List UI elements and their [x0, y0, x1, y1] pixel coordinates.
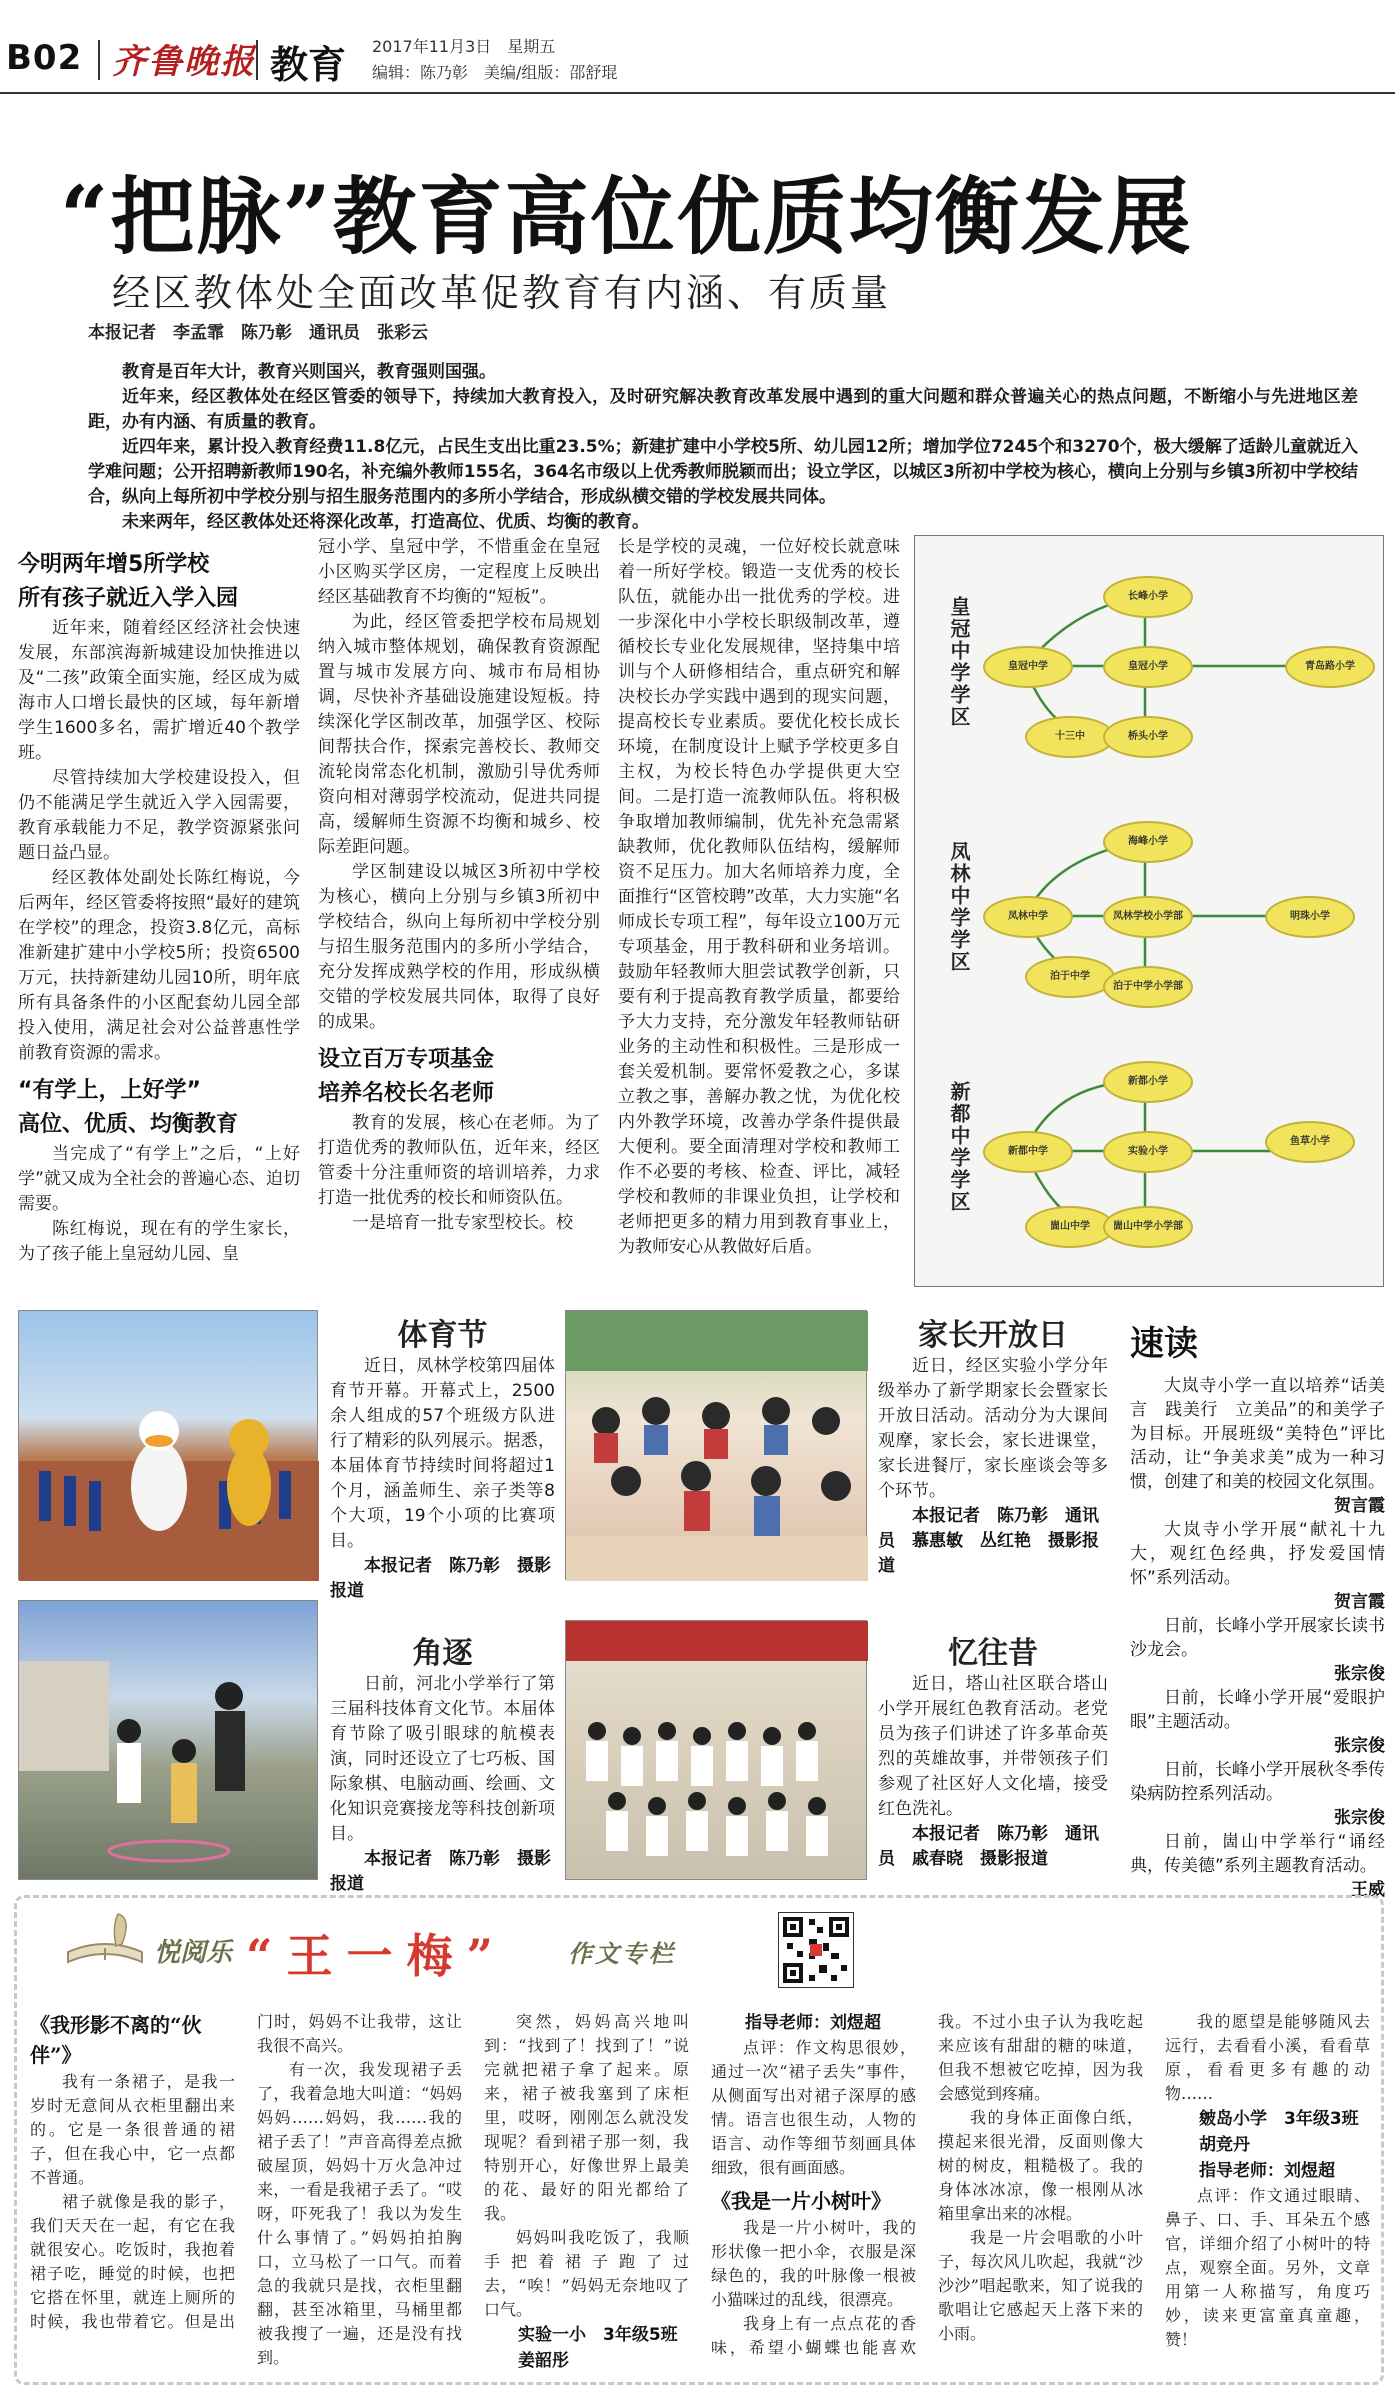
body-paragraph: 当完成了“有学上”之后，“上好学”就又成为全社会的普遍心态、迫切需要。 — [18, 1144, 300, 1214]
lead-paragraph: 近年来，经区教体处在经区管委的领导下，持续加大教育投入，及时研究解决教育改革发展中遇到的重大问题和群众普遍关心的热点问题，不断缩小与先进地区差距，办有内涵、有质量的教育。 — [88, 387, 1358, 432]
news-title: 角逐 — [412, 1636, 473, 1671]
column-tail: 作文专栏 — [568, 1939, 676, 1968]
news-sports-festival — [330, 1310, 555, 1601]
book-quill-icon — [60, 1908, 150, 1978]
brief-item: 日前，长峰小学开展家长读书沙龙会。 — [1130, 1616, 1385, 1660]
section-heading: 今明两年增5所学校 — [18, 552, 210, 577]
school-node: 桥头小学 — [1103, 716, 1193, 758]
school-node: 泊于中学小学部 — [1103, 966, 1193, 1008]
essay-teacher: 指导老师：刘煜超 — [745, 2013, 881, 2033]
brief-item: 日前，崮山中学举行“诵经典，传美德”系列主题教育活动。 — [1130, 1832, 1385, 1876]
news-author: 本报记者 陈乃彰 摄影报道 — [330, 1556, 551, 1601]
news-body: 近日，经区实验小学分年级举办了新学期家长会暨家长开放日活动。活动分为大课间观摩，家长会，家长进课堂，家长进餐厅，家长座谈会等多个环节。 — [878, 1356, 1108, 1501]
photo-figures — [19, 1601, 319, 1881]
subheadline: 经区教体处全面改革促教育有内涵、有质量 — [112, 271, 892, 315]
column-lead: 悦阅乐 — [154, 1938, 233, 1968]
section-title: 教育 — [270, 43, 347, 87]
lead-paragraph: 未来两年，经区教体处还将深化改革，打造高位、优质、均衡的教育。 — [122, 512, 649, 532]
school-node: 鱼草小学 — [1265, 1121, 1355, 1163]
section-heading: 高位、优质、均衡教育 — [18, 1112, 239, 1137]
essay-paragraph: 突然，妈妈高兴地叫到：“找到了！找到了！”说完就把裙子拿了起来。原来，裙子被我塞到了床柜里，哎呀，刚刚怎么就没发现呢？看到裙子那一刻，我特别开心，好像世界上最美的花、最好的阳光都给了我。 — [484, 2012, 689, 2223]
school-node: 青岛路小学 — [1285, 646, 1375, 688]
school-node: 海峰小学 — [1103, 821, 1193, 863]
essay-paragraph: 有一次，我发现裙子丢了，我着急地大叫道：“妈妈妈妈……妈妈，我……我的裙子丢了！”声音高得差点掀破屋顶，妈妈十万火急冲过来，一看是我裙子丢了。“哎呀，吓死我了！我以为发生什么事情了。”妈妈拍拍胸口，立马松了一口气。而着急的我就只是找，衣柜里翻翻，甚至冰箱里，马桶里都被我搜了一遍，还是没有找到。 — [257, 2060, 462, 2367]
school-district-diagrams — [914, 535, 1384, 1287]
body-paragraph: 陈红梅说，现在有的学生家长，为了孩子能上皇冠幼儿园、皇 — [18, 1219, 300, 1264]
essay-title: 《我形影不离的“伙伴”》 — [30, 2013, 202, 2067]
essay-columns — [30, 2010, 1376, 2380]
news-body: 近日，塔山社区联合塔山小学开展红色教育活动。老党员为孩子们讲述了许多革命英烈的英雄故事，并带领孩子们参观了社区好人文化墙，接受红色洗礼。 — [878, 1674, 1108, 1819]
district-label: 凤林中学学区 — [947, 841, 971, 973]
essay-teacher: 指导老师：刘煜超 — [1199, 2161, 1335, 2181]
district-label: 新都中学学区 — [947, 1081, 971, 1213]
body-paragraph: 一是培育一批专家型校长。校 — [352, 1213, 573, 1233]
column-name: “王一梅” — [246, 1929, 507, 1983]
body-paragraph: 尽管持续加大学校建设投入，但仍不能满足学生就近入学入园需要，教育承载能力不足，教学资源紧张问题日益凸显。 — [18, 768, 300, 863]
article-column-2 — [318, 535, 600, 1287]
news-red-education — [878, 1628, 1108, 1888]
school-node: 崮山中学小学部 — [1103, 1206, 1193, 1248]
school-node: 皇冠小学 — [1103, 646, 1193, 688]
body-paragraph: 学区制建设以城区3所初中学校为核心，横向上分别与乡镇3所初中学校结合，纵向上每所初中学校分别与招生服务范围内的多所小学结合，充分发挥成熟学校的作用，形成纵横交错的学校发展共同体，取得了良好的成果。 — [318, 862, 600, 1032]
news-body: 近日，凤林学校第四届体育节开幕。开幕式上，2500余人组成的57个班级方队进行了精彩的队列展示。据悉，本届体育节持续时间将超过1个月，涵盖师生、亲子类等8个大项，19个小项的比赛项目。 — [330, 1356, 555, 1551]
masthead-divider — [256, 40, 258, 80]
school-node: 凤林学校小学部 — [1103, 896, 1193, 938]
brief-author: 张宗俊 — [1334, 1664, 1385, 1684]
news-tech-festival — [330, 1628, 555, 1898]
essay-paragraph: 我的身体正面像白纸，摸起来很光滑，反面则像大树的树皮，粗糙极了。我的身体冰冰凉，像一根刚从冰箱里拿出来的冰棍。 — [938, 2108, 1143, 2223]
essay-paragraph: 我是一片会唱歌的小叶子，每次风儿吹起，我就“沙沙沙”唱起歌来，知了说我的歌唱让它感起天上落下来的小雨。 — [938, 2228, 1143, 2343]
lead-paragraph: 近四年来，累计投入教育经费11.8亿元，占民生支出比重23.5%；新建扩建中小学校5所、幼儿园12所；增加学位7245个和3270个，极大缓解了适龄儿童就近入学难问题；公开招聘新教师190名，补充编外教师155名，364名市级以上优秀教师脱颖而出；设立学区，以城区3所初中学校为核心，横向上分别与乡镇3所初中学校结合，纵向上每所初中学校分别与招生服务范围内的多所小学结合，形成纵横交错的学校发展共同体。 — [88, 437, 1358, 507]
body-paragraph: 近年来，随着经区经济社会快速发展，东部滨海新城建设加快推进以及“二孩”政策全面实施，经区成为威海市人口增长最快的区域，每年新增学生1600多名，需扩增近40个教学班。 — [18, 618, 300, 763]
lead-paragraph: 教育是百年大计，教育兴则国兴，教育强则国强。 — [122, 362, 496, 382]
news-author: 本报记者 陈乃彰 通讯员 戚春晓 摄影报道 — [878, 1824, 1099, 1869]
quick-read-section — [1130, 1320, 1385, 1900]
news-body: 日前，河北小学举行了第三届科技体育文化节。本届体育节除了吸引眼球的航模表演，同时还设立了七巧板、国际象棋、电脑动画、绘画、文化知识竞赛接龙等科技创新项目。 — [330, 1674, 555, 1844]
byline: 本报记者 李孟霏 陈乃彰 通讯员 张彩云 — [88, 323, 428, 343]
brief-author: 王威 — [1351, 1880, 1385, 1900]
body-paragraph: 经区教体处副处长陈红梅说，今后两年，经区管委将按照“最好的建筑在学校”的理念，投资3.8亿元，高标准新建扩建中小学校5所；投资6500万元，扶持新建幼儿园10所，明年底所有具备条件的小区配套幼儿园全部投入使用，满足社会对公益普惠性学前教育资源的需求。 — [18, 868, 300, 1063]
news-parents-day — [878, 1310, 1108, 1580]
body-paragraph: 冠小学、皇冠中学，不惜重金在皇冠小区购买学区房，一定程度上反映出经区基础教育不均衡的“短板”。 — [318, 537, 600, 607]
photo-tech-festival — [18, 1600, 318, 1880]
masthead-divider — [98, 40, 100, 80]
body-paragraph: 教育的发展，核心在老师。为了打造优秀的教师队伍，近年来，经区管委十分注重师资的培训培养，力求打造一批优秀的校长和师资队伍。 — [318, 1113, 600, 1208]
school-node: 凤林中学 — [983, 896, 1073, 938]
school-node: 十三中 — [1025, 716, 1115, 758]
essay-paragraph: 我身上有一点点花的香味，希望小蝴蝶也能喜欢我。不过小虫子认为我吃起来应该有甜甜的糖的味道，但我不想被它吃掉，因为我会感觉到疼痛。 — [711, 2012, 1143, 2357]
issue-date: 2017年11月3日 星期五 — [372, 37, 556, 56]
school-node: 新都中学 — [983, 1131, 1073, 1173]
school-node: 崮山中学 — [1025, 1206, 1115, 1248]
article-column-1 — [18, 548, 300, 1288]
editor-credit: 编辑：陈乃彰 美编/组版：邵舒琨 — [372, 63, 618, 82]
news-title: 忆往昔 — [948, 1636, 1038, 1671]
district-label: 皇冠中学学区 — [947, 596, 971, 728]
school-node: 皇冠中学 — [983, 646, 1073, 688]
school-node: 实验小学 — [1103, 1131, 1193, 1173]
section-heading: 所有孩子就近入学入园 — [18, 586, 239, 611]
newspaper-logo: 齐鲁晚报 — [112, 42, 256, 82]
headline: “把脉”教育高位优质均衡发展 — [60, 167, 1193, 266]
brief-item: 日前，长峰小学开展秋冬季传染病防控系列活动。 — [1130, 1760, 1385, 1804]
news-title: 家长开放日 — [918, 1318, 1068, 1353]
essay-comment: 点评：作文通过眼睛、鼻子、口、手、耳朵五个感官，详细介绍了小树叶的特点，观察全面。另外，文章用第一人称描写，角度巧妙，读来更富童真童趣，赞！ — [1165, 2186, 1370, 2349]
school-node: 泊于中学 — [1025, 956, 1115, 998]
news-author: 本报记者 陈乃彰 通讯员 慕惠敏 丛红艳 摄影报道 — [878, 1506, 1099, 1576]
lead-section — [88, 360, 1358, 530]
masthead-rule — [0, 92, 1395, 94]
brief-item: 大岚寺小学一直以培养“话美言 践美行 立美品”的和美学子为目标。开展班级“美特色”评比活动，让“争美求美”成为一种习惯，创建了和美的校园文化氛围。 — [1130, 1376, 1385, 1492]
brief-author: 贺言霞 — [1334, 1496, 1385, 1516]
essay-title: 《我是一片小树叶》 — [711, 2189, 891, 2213]
body-paragraph: 为此，经区管委把学校布局规划纳入城市整体规划，确保教育资源配置与城市发展方向、城市布局相协调，尽快补齐基础设施建设短板。持续深化学区制改革，加强学区、校际间帮扶合作，探索完善校长、教师交流轮岗常态化机制，激励引导优秀师资向相对薄弱学校流动，促进共同提高，缓解师生资源不均衡和城乡、校际差距问题。 — [318, 612, 600, 857]
school-node: 长峰小学 — [1103, 576, 1193, 618]
essay-paragraph: 我有一条裙子，是我一岁时无意间从衣柜里翻出来的。它是一条很普通的裙子，但在我心中，它一点都不普通。 — [30, 2072, 235, 2187]
brief-author: 贺言霞 — [1334, 1592, 1385, 1612]
page-number: B02 — [6, 38, 83, 78]
essay-paragraph: 我的愿望是能够随风去远行，去看看小溪，看看草原，看看更多有趣的动物…… — [1165, 2012, 1370, 2103]
photo-figures — [566, 1621, 868, 1881]
photo-red-education — [565, 1620, 867, 1880]
brief-author: 张宗俊 — [1334, 1736, 1385, 1756]
essay-comment: 点评：作文构思很妙，通过一次“裙子丢失”事件，从侧面写出对裙子深厚的感情。语言也很生动，人物的语言、动作等细节刻画具体细致，很有画面感。 — [711, 2038, 916, 2177]
photo-figures — [19, 1311, 319, 1581]
essay-author: 皴岛小学 3年级3班 胡竞丹 — [1199, 2109, 1376, 2155]
quick-read-title: 速读 — [1130, 1324, 1198, 1364]
photo-figures — [566, 1311, 868, 1581]
school-node: 新都小学 — [1103, 1061, 1193, 1103]
news-author: 本报记者 陈乃彰 摄影报道 — [330, 1849, 551, 1894]
essay-author: 实验一小 3年级5班 姜韶彤 — [518, 2325, 695, 2371]
article-column-3 — [618, 535, 900, 1287]
brief-author: 张宗俊 — [1334, 1808, 1385, 1828]
section-heading: 培养名校长名老师 — [318, 1081, 495, 1106]
brief-item: 大岚寺小学开展“献礼十九大，观红色经典，抒发爱国情怀”系列活动。 — [1130, 1520, 1385, 1588]
section-heading: 设立百万专项基金 — [318, 1047, 495, 1072]
essay-paragraph: 妈妈叫我吃饭了，我顺手把着裙子跑了过去，“唉！”妈妈无奈地叹了口气。 — [484, 2228, 689, 2319]
brief-item: 日前，长峰小学开展“爱眼护眼”主题活动。 — [1130, 1688, 1385, 1732]
essay-paragraph: 我是一片小树叶，我的形状像一把小伞，衣服是深绿色的，我的叶脉像一根被小猫咪过的乱线，很漂亮。 — [711, 2218, 916, 2309]
news-title: 体育节 — [397, 1318, 488, 1353]
school-node: 明珠小学 — [1265, 896, 1355, 938]
photo-parents-day — [565, 1310, 867, 1580]
essay-paragraph: 裙子就像是我的影子，我们天天在一起，有它在我就很安心。吃饭时，我抱着裙子吃，睡觉的时候，也把它搭在怀里，就连上厕所的时候，我也带着它。但是出门时，妈妈不让我带，这让我很不高兴。 — [30, 2012, 462, 2331]
body-paragraph: 长是学校的灵魂，一位好校长就意味着一所好学校。锻造一支优秀的校长队伍，就能办出一批优秀的学校。进一步深化中小学校长职级制改革，遵循校长专业化发展规律，坚持集中培训与个人研修相结合，重点研究和解决校长办学实践中遇到的现实问题，提高校长专业素质。要优化校长成长环境，在制度设计上赋予学校更多自主权，为校长特色办学提供更大空间。二是打造一流教师队伍。将积极争取增加教师编制，优先补充急需紧缺教师，优化教师队伍结构，缓解师资不足压力。加大名师培养力度，全面推行“区管校聘”改革，大力实施“名师成长专项工程”，每年设立100万元专项基金，用于教科研和业务培训。鼓励年轻教师大胆尝试教学创新，只要有利于提高教育教学质量，都要给予大力支持，充分激发年轻教师钻研业务的主动性和积极性。三是形成一套关爱机制。要常怀爱教之心，多谋立教之事，善解办教之忧，为优化校内外教学环境，改善办学条件提供最大便利。要全面清理对学校和教师工作不必要的考核、检查、评比，减轻学校和教师的非课业负担，让学校和老师把更多的精力用到教育事业上，为教师安心从教做好后盾。 — [618, 537, 900, 1257]
section-heading: “有学上，上好学” — [18, 1078, 201, 1103]
qr-code-icon — [778, 1912, 854, 1988]
photo-sports-festival — [18, 1310, 318, 1580]
